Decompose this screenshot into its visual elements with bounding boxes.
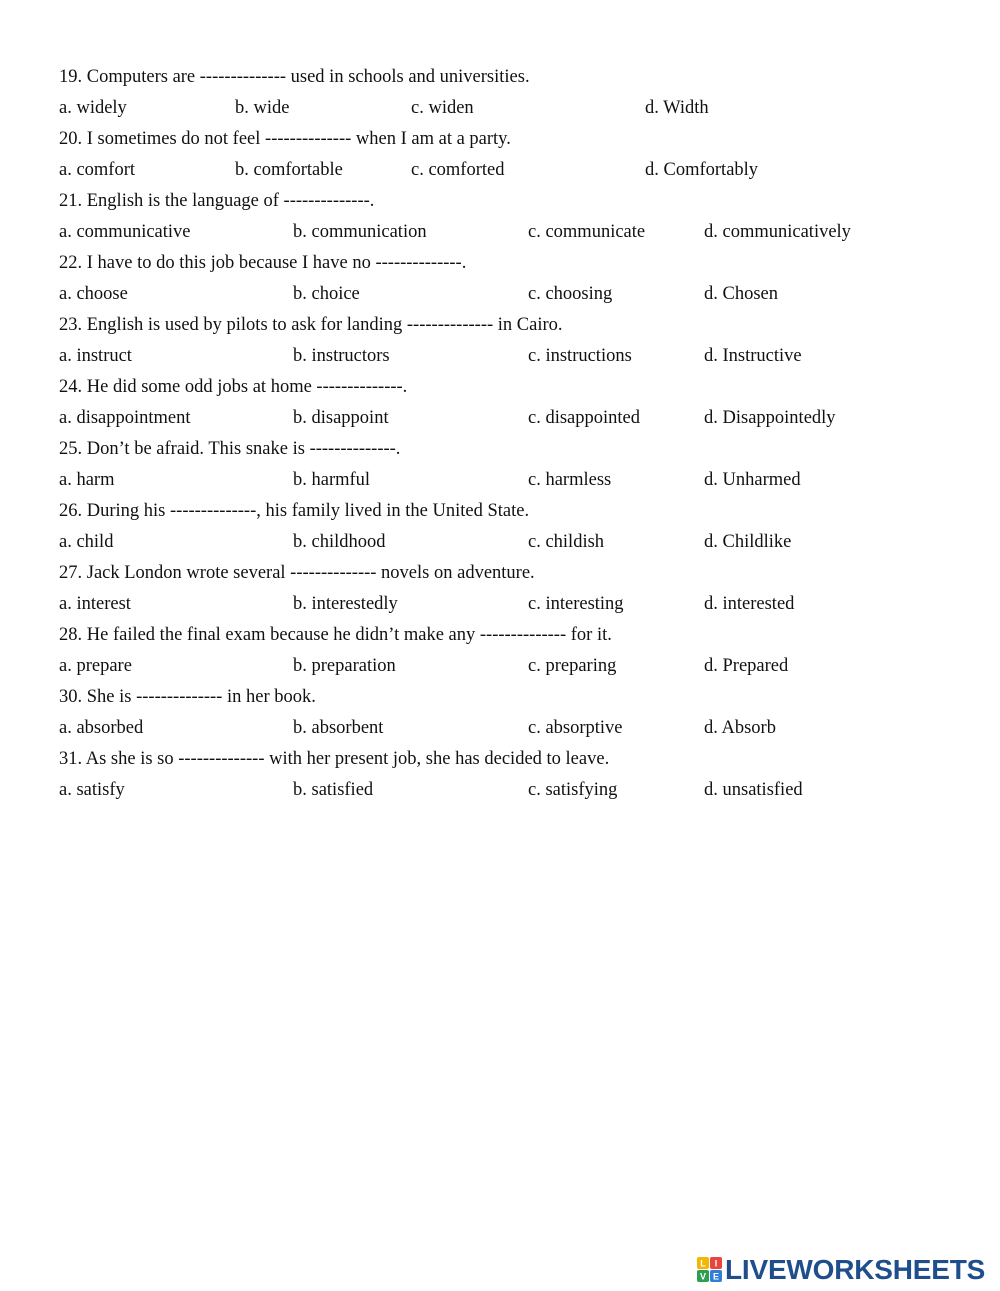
- answer-option-b[interactable]: b. choice: [293, 284, 360, 304]
- answer-option-d[interactable]: d. unsatisfied: [704, 780, 803, 800]
- question-prompt: 26. During his --------------, his family lived in the United State.: [59, 501, 530, 521]
- answer-option-c[interactable]: c. widen: [411, 98, 474, 118]
- answer-option-b[interactable]: b. instructors: [293, 346, 390, 366]
- answer-option-a[interactable]: a. communicative: [59, 222, 191, 242]
- answer-option-a[interactable]: a. child: [59, 532, 114, 552]
- liveworksheets-logo-icon: [697, 1257, 723, 1283]
- answer-options-row: [59, 93, 959, 124]
- answer-option-b[interactable]: b. preparation: [293, 656, 396, 676]
- answer-option-d[interactable]: d. Instructive: [704, 346, 802, 366]
- question-prompt: 23. English is used by pilots to ask for landing -------------- in Cairo.: [59, 315, 563, 335]
- question-prompt: 28. He failed the final exam because he didn’t make any -------------- for it.: [59, 625, 612, 645]
- answer-options-row: [59, 341, 959, 372]
- svg-text:E: E: [712, 1271, 720, 1282]
- answer-option-d[interactable]: d. Comfortably: [645, 160, 759, 180]
- answer-option-d[interactable]: d. Width: [645, 98, 709, 118]
- worksheet: [59, 62, 959, 806]
- answer-options-row: [59, 775, 959, 806]
- answer-option-d[interactable]: d. Unharmed: [704, 470, 801, 490]
- question-prompt: 22. I have to do this job because I have no --------------.: [59, 253, 467, 273]
- question-block: [59, 248, 959, 310]
- question-prompt: 31. As she is so -------------- with her present job, she has decided to leave.: [59, 749, 610, 769]
- answer-option-c[interactable]: c. choosing: [528, 284, 613, 304]
- question-prompt: 30. She is -------------- in her book.: [59, 687, 316, 707]
- question-block: [59, 620, 959, 682]
- answer-options-row: [59, 713, 959, 744]
- answer-options-row: [59, 279, 959, 310]
- answer-option-c[interactable]: c. harmless: [528, 470, 612, 490]
- answer-option-a[interactable]: a. instruct: [59, 346, 132, 366]
- answer-option-a[interactable]: a. disappointment: [59, 408, 191, 428]
- liveworksheets-logo: [697, 1254, 985, 1286]
- answer-option-a[interactable]: a. widely: [59, 98, 127, 118]
- answer-option-c[interactable]: c. communicate: [528, 222, 646, 242]
- answer-option-c[interactable]: c. satisfying: [528, 780, 618, 800]
- question-prompt: 27. Jack London wrote several -------------- novels on adventure.: [59, 563, 535, 583]
- answer-option-b[interactable]: b. satisfied: [293, 780, 374, 800]
- answer-option-d[interactable]: d. Childlike: [704, 532, 792, 552]
- answer-option-c[interactable]: c. absorptive: [528, 718, 623, 738]
- answer-option-a[interactable]: a. satisfy: [59, 780, 125, 800]
- answer-option-d[interactable]: d. Absorb: [704, 718, 776, 738]
- answer-option-b[interactable]: b. interestedly: [293, 594, 398, 614]
- question-block: [59, 124, 959, 186]
- answer-option-d[interactable]: d. Disappointedly: [704, 408, 836, 428]
- answer-option-a[interactable]: a. absorbed: [59, 718, 144, 738]
- answer-option-b[interactable]: b. disappoint: [293, 408, 389, 428]
- logo-mark-tile: [697, 1257, 709, 1269]
- answer-options-row: [59, 651, 959, 682]
- answer-option-c[interactable]: c. childish: [528, 532, 605, 552]
- answer-option-c[interactable]: c. comforted: [411, 160, 505, 180]
- question-block: [59, 310, 959, 372]
- answer-option-c[interactable]: c. instructions: [528, 346, 632, 366]
- logo-mark-tile: [697, 1270, 709, 1282]
- question-prompt: 20. I sometimes do not feel -------------- when I am at a party.: [59, 129, 511, 149]
- question-block: [59, 372, 959, 434]
- question-prompt: 21. English is the language of --------------.: [59, 191, 375, 211]
- answer-options-row: [59, 217, 959, 248]
- answer-option-a[interactable]: a. harm: [59, 470, 115, 490]
- answer-options-row: [59, 403, 959, 434]
- answer-option-c[interactable]: c. interesting: [528, 594, 624, 614]
- question-block: [59, 186, 959, 248]
- logo-mark-tile: [710, 1270, 722, 1282]
- answer-option-d[interactable]: d. Prepared: [704, 656, 789, 676]
- answer-option-d[interactable]: d. Chosen: [704, 284, 778, 304]
- answer-option-a[interactable]: a. comfort: [59, 160, 136, 180]
- question-block: [59, 744, 959, 806]
- svg-text:I: I: [714, 1258, 718, 1269]
- answer-option-b[interactable]: b. communication: [293, 222, 427, 242]
- answer-option-c[interactable]: c. disappointed: [528, 408, 641, 428]
- answer-option-d[interactable]: d. communicatively: [704, 222, 851, 242]
- question-block: [59, 62, 959, 124]
- svg-text:V: V: [699, 1271, 707, 1282]
- answer-option-b[interactable]: b. wide: [235, 98, 290, 118]
- answer-options-row: [59, 465, 959, 496]
- answer-options-row: [59, 527, 959, 558]
- logo-text: LIVEWORKSHEETS: [725, 1254, 986, 1285]
- question-block: [59, 496, 959, 558]
- svg-text:L: L: [700, 1258, 706, 1269]
- answer-option-a[interactable]: a. interest: [59, 594, 131, 614]
- question-prompt: 25. Don’t be afraid. This snake is --------------.: [59, 439, 401, 459]
- question-prompt: 19. Computers are -------------- used in schools and universities.: [59, 67, 530, 87]
- question-block: [59, 682, 959, 744]
- question-block: [59, 558, 959, 620]
- question-prompt: 24. He did some odd jobs at home --------------.: [59, 377, 408, 397]
- answer-option-c[interactable]: c. preparing: [528, 656, 617, 676]
- answer-options-row: [59, 155, 959, 186]
- answer-option-b[interactable]: b. harmful: [293, 470, 371, 490]
- question-block: [59, 434, 959, 496]
- answer-option-a[interactable]: a. prepare: [59, 656, 132, 676]
- answer-option-b[interactable]: b. childhood: [293, 532, 386, 552]
- answer-option-d[interactable]: d. interested: [704, 594, 795, 614]
- answer-options-row: [59, 589, 959, 620]
- answer-option-b[interactable]: b. comfortable: [235, 160, 343, 180]
- logo-mark-tile: [710, 1257, 722, 1269]
- answer-option-a[interactable]: a. choose: [59, 284, 128, 304]
- answer-option-b[interactable]: b. absorbent: [293, 718, 384, 738]
